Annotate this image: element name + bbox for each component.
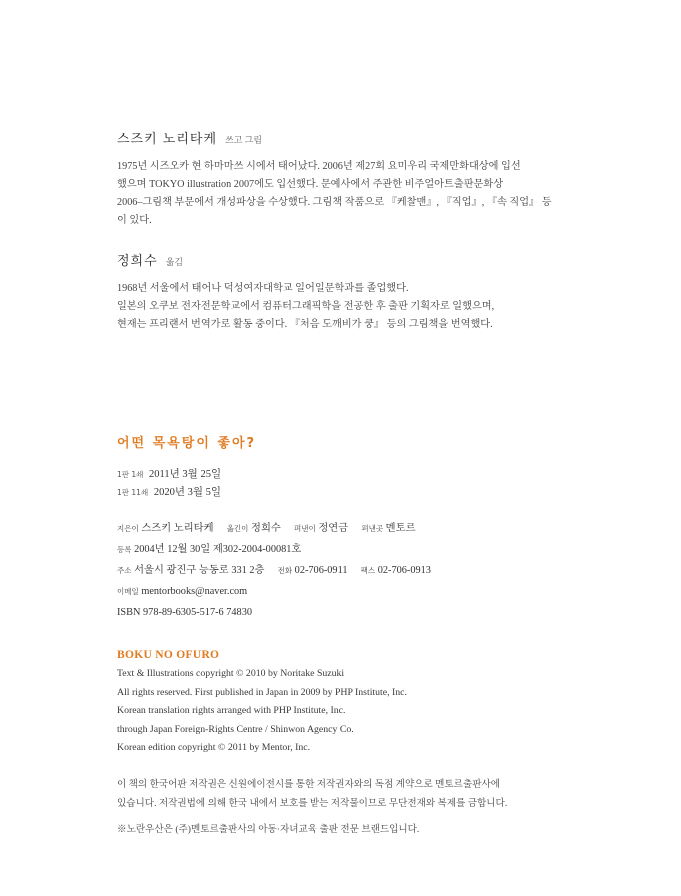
fax-label: 팩스 [360,566,376,575]
author-bio-line: 1975년 시즈오카 현 하마마쓰 시에서 태어났다. 2006년 제27회 요미우리 국제만화대상에 입선 [117,161,521,172]
credit-phone: 02-706-0911 [294,565,348,576]
translator-bio-line: 현재는 프리랜서 번역가로 활동 중이다. 『처음 도깨비가 쿵』 등의 그림책을 번역했다. [117,319,493,330]
credit-registration: 2004년 12월 30일 제302-2004-00081호 [134,544,302,555]
editions [117,466,577,502]
original-copyright-line: through Japan Foreign-Rights Centre / Shinwon Agency Co. [117,723,354,735]
edition-line [117,484,577,502]
author-role: 쓰고 그림 [225,135,263,145]
credit-author: 스즈키 노리타케 [141,523,214,534]
credits-line-registration [117,539,577,560]
author-bio-line: 2006–그림책 부문에서 개성파상을 수상했다. 그림책 작품으로 『케찰맨』, 『직업』, 『속 직업』 등 [117,197,552,208]
original-copyright-line: Text & Illustrations copyright © 2010 by Noritake Suzuki [117,668,345,679]
edition-date: 2020년 3월 5일 [153,487,222,498]
book-title-section [117,432,577,451]
credits-line-people [117,518,577,539]
author-bio-line: 했으며 TOKYO illustration 2007에도 입선했다. 문예사에서 주관한 비주얼아트출판문화상 [117,179,504,190]
credit-email: mentorbooks@naver.com [141,586,248,597]
translator-section [117,250,577,334]
original-copyright-line: Korean translation rights arranged with PHP Institute, Inc. [117,705,346,716]
edition-line [117,466,577,484]
edition-date: 2011년 3월 25일 [149,469,222,480]
translator-heading [117,250,577,270]
translator-bio [117,280,577,334]
translator-bio-line: 일본의 오쿠보 전자전문학교에서 컴퓨터그래픽학을 전공한 후 출판 기획자로 일했으며, [117,301,495,312]
publisher-label: 펴낸이 [294,524,316,533]
press-label: 펴낸곳 [361,524,384,533]
credit-publisher: 정연금 [318,523,349,534]
translator-bio-line: 1968년 서울에서 태어나 덕성여자대학교 일어일문학과를 졸업했다. [117,283,409,294]
translator-label: 옮긴이 [226,524,249,533]
credits [117,518,577,623]
original-copyright-line: All rights reserved. First published in Japan in 2009 by PHP Institute, Inc. [117,686,407,698]
isbn: ISBN 978-89-6305-517-6 74830 [117,607,252,618]
address-label: 주소 [117,566,132,575]
credits-line-address [117,560,577,581]
email-label: 이메일 [117,587,139,596]
author-bio [117,158,577,230]
credits-line-email [117,581,577,602]
copyright-notice [117,775,577,839]
edition-label: 1판 1쇄 [117,470,144,479]
author-heading [117,128,577,148]
credits-line-isbn [117,602,577,623]
credit-fax: 02-706-0913 [377,565,431,576]
translator-role: 옮김 [165,257,184,267]
author-label: 지은이 [117,524,139,533]
credit-press: 멘토르 [385,523,416,534]
original-title: BOKU NO OFURO [117,649,220,661]
original-copyright-line: Korean edition copyright © 2011 by Mentor, Inc. [117,742,311,753]
edition-label: 1판 11쇄 [117,488,149,497]
notice-line: 이 책의 한국어판 저작권은 신원에이전시를 통한 저작권자와의 독점 계약으로 멘토르출판사에 [117,779,501,790]
author-bio-line: 이 있다. [117,215,152,226]
translator-name: 정희수 [117,254,158,269]
author-section [117,128,577,230]
author-name: 스즈키 노리타케 [117,132,218,147]
notice-line: 있습니다. 저작권법에 의해 한국 내에서 보호를 받는 저작물이므로 무단전재와 복제를 금합니다. [117,798,508,809]
phone-label: 전화 [277,566,293,575]
brand-footnote: ※노란우산은 (주)멘토르출판사의 아동·자녀교육 출판 전문 브랜드입니다. [117,824,420,835]
credit-address: 서울시 광진구 능동로 331 2층 [134,565,265,576]
original-edition [117,649,577,758]
credit-translator: 정희수 [251,523,281,534]
registration-label: 등록 [117,545,132,554]
book-title: 어떤 목욕탕이 좋아? [117,436,257,451]
